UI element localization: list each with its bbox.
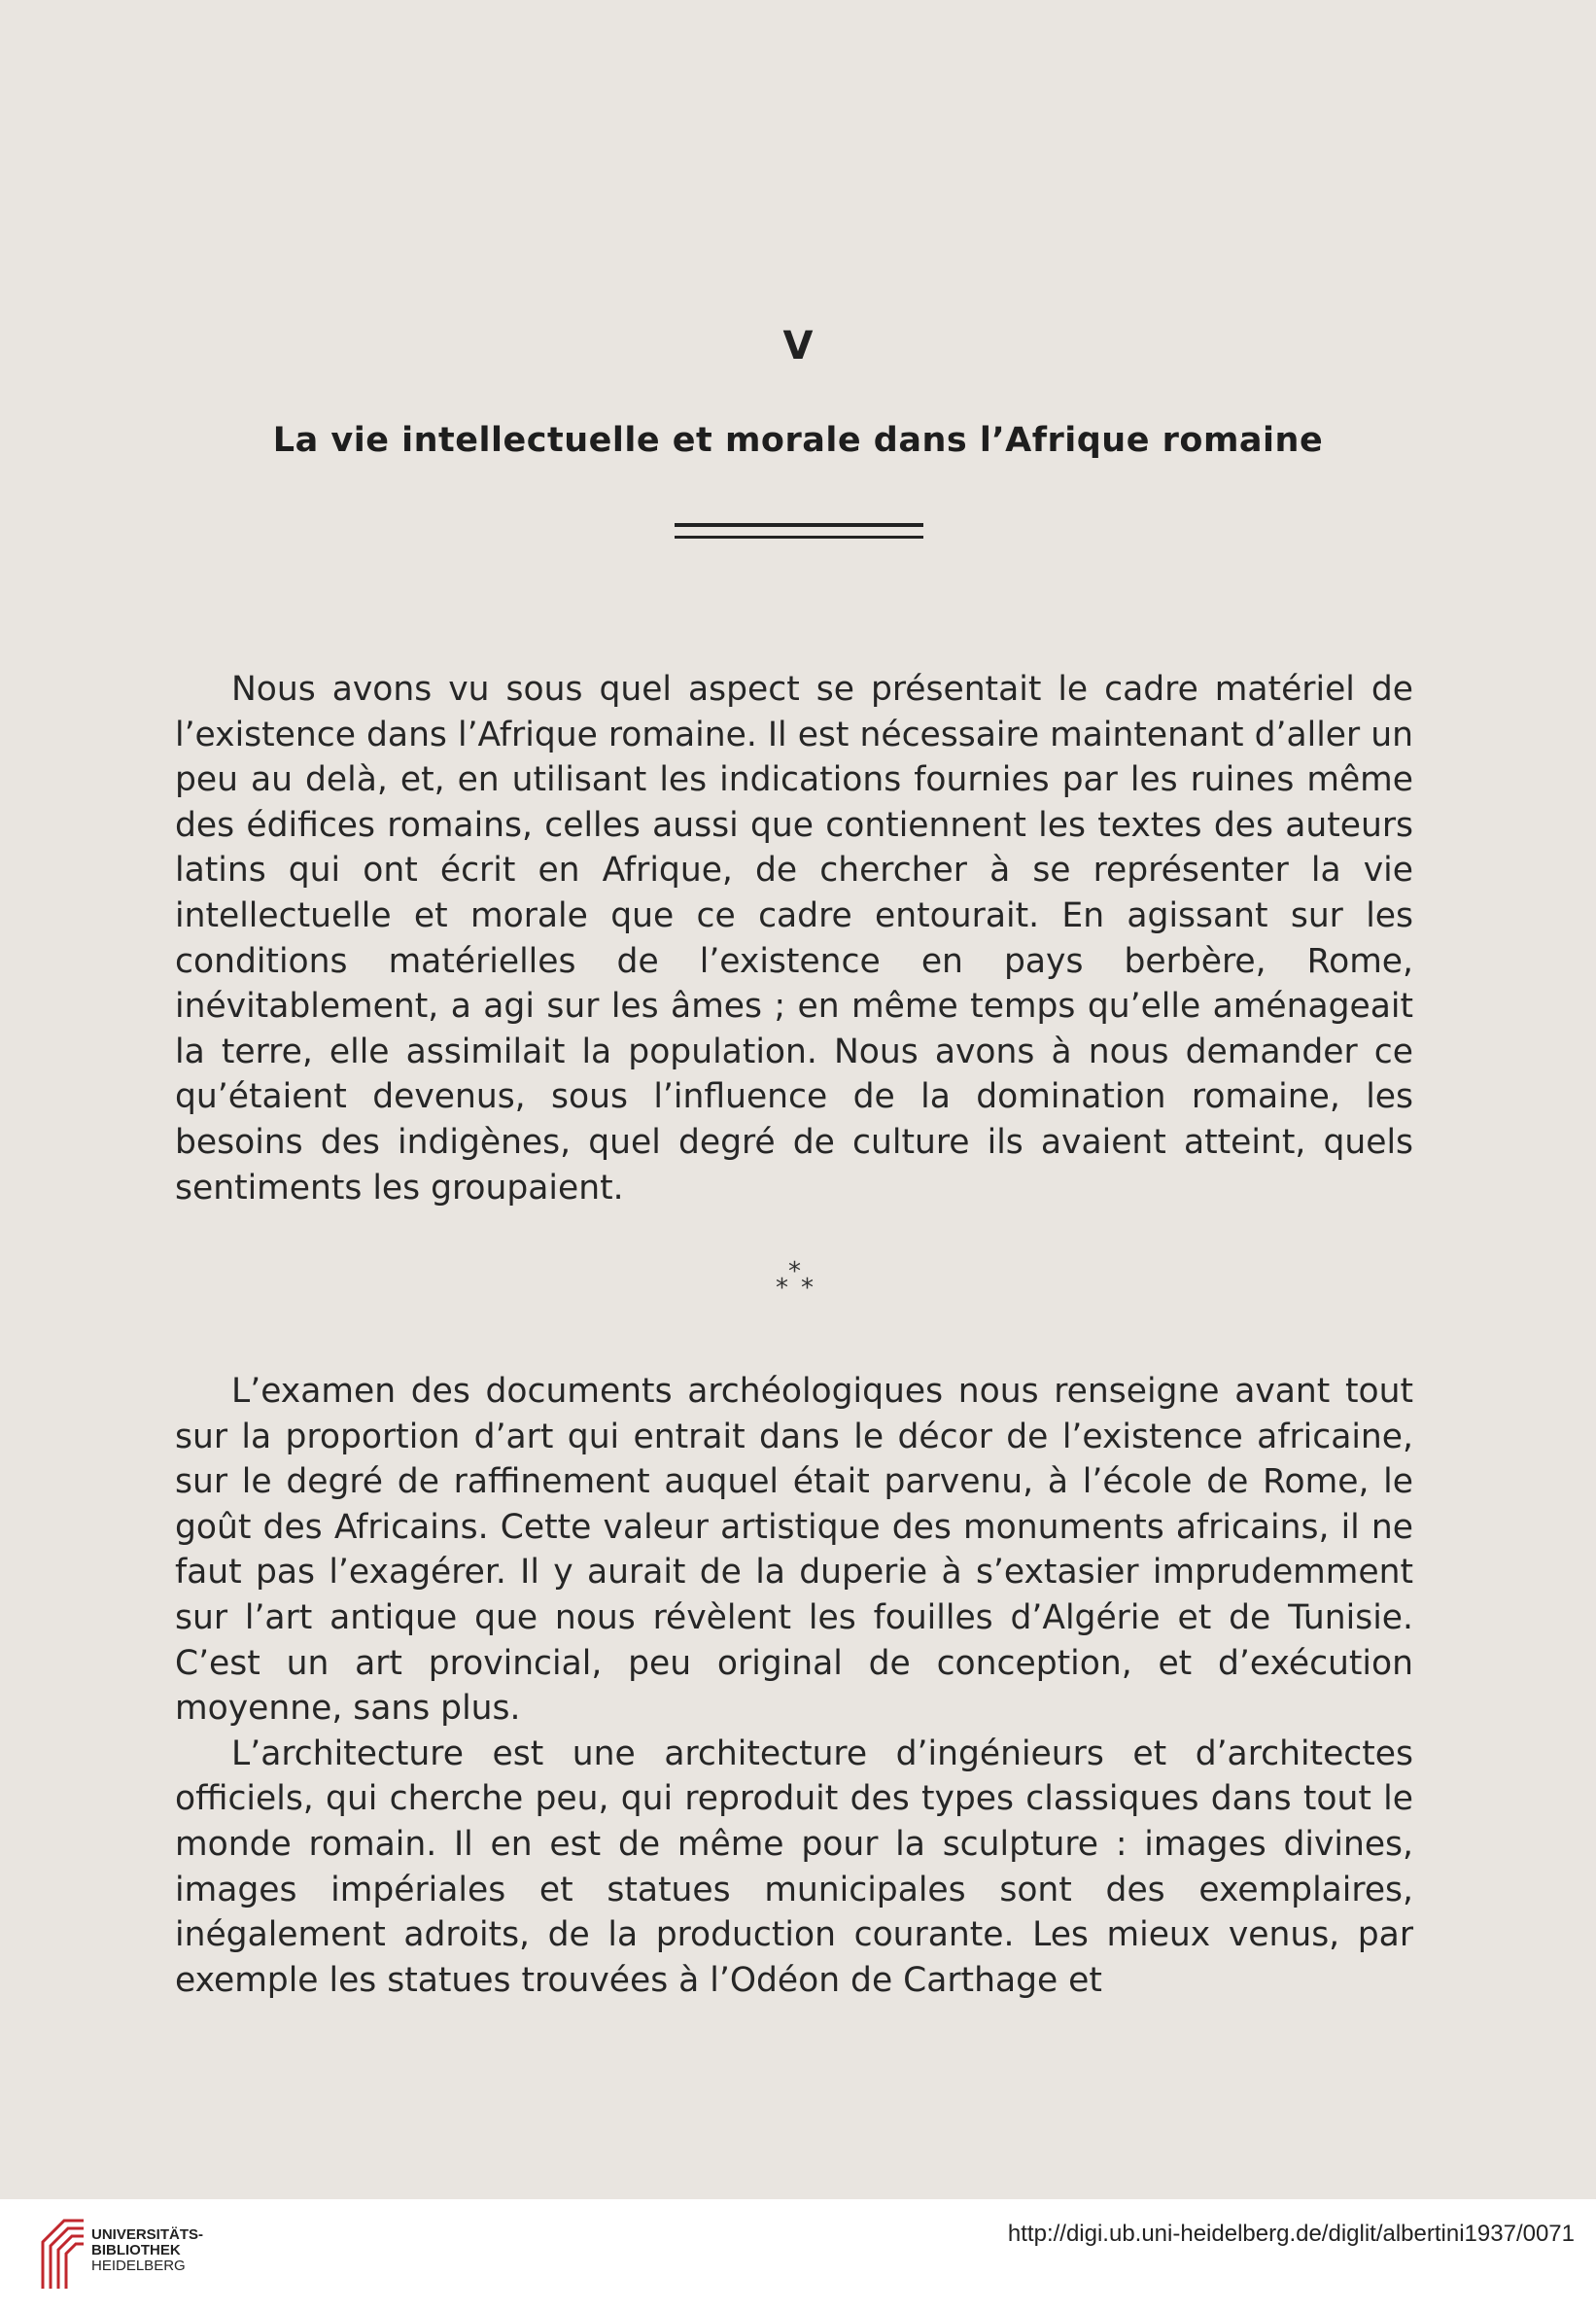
- text-block-1: [175, 667, 1413, 1210]
- logo-line: BIBLIOTHEK: [91, 2242, 181, 2258]
- section-separator-asterism: [768, 1259, 826, 1304]
- chapter-number: V: [782, 324, 814, 368]
- title-rule-bottom: [675, 536, 923, 539]
- library-logo-icon: [39, 2213, 87, 2291]
- library-logo-text: [91, 2227, 203, 2274]
- chapter-title: La vie intellectuelle et morale dans l’Afrique romaine: [272, 421, 1324, 460]
- logo-line: HEIDELBERG: [91, 2258, 186, 2274]
- paragraph: L’architecture est une architecture d’ingénieurs et d’architectes officiels, qui cherche peu, qui reproduit des types classiques dans tout le monde romain. Il en est de même pour la sculpture : images divines, images impériales et statues municipales sont des exemplaires, inégalement adroits, de la production courante. Les mieux venus, par exemple les statues trouvées à l’Odéon de Carthage et: [175, 1733, 1413, 2000]
- asterisk-glyph: *: [776, 1274, 788, 1303]
- title-rule-top: [675, 523, 923, 527]
- paragraph: Nous avons vu sous quel aspect se présentait le cadre matériel de l’existence dans l’Afrique romaine. Il est nécessaire maintenant d’aller un peu au delà, et, en utilisant les indications fournies par les ruines même des édifices romains, celles aussi que contiennent les textes des auteurs latins qui ont écrit en Afrique, de chercher à se représenter la vie intellectuelle et morale que ce cadre entourait. En agissant sur les conditions matérielles de l’existence en pays berbère, Rome, inévitablement, a agi sur les âmes ; en même temps qu’elle aménageait la terre, elle assimilait la population. Nous avons à nous demander ce qu’étaient devenus, sous l’influence de la domination romaine, les besoins des indigènes, quel degré de culture ils avaient atteint, quels sentiments les groupaient.: [175, 670, 1413, 1208]
- paragraph: L’examen des documents archéologiques nous renseigne avant tout sur la proportion d’art qui entrait dans le décor de l’existence africaine, sur le degré de raffinement auquel était parvenu, à l’école de Rome, le goût des Africains. Cette valeur artistique des monuments africains, il ne faut pas l’exagérer. Il y aurait de la duperie à s’extasier imprudemment sur l’art antique que nous révèlent les fouilles d’Algérie et de Tunisie. C’est un art provincial, peu original de conception, et d’exécution moyenne, sans plus.: [175, 1372, 1413, 1729]
- footer-bar: [0, 2199, 1596, 2311]
- text-block-2: [175, 1369, 1413, 2003]
- logo-line: UNIVERSITÄTS-: [91, 2226, 204, 2243]
- source-url-link[interactable]: http://digi.ub.uni-heidelberg.de/diglit/albertini1937/0071: [1007, 2221, 1575, 2247]
- asterisk-glyph: *: [788, 1257, 801, 1286]
- asterisk-glyph: *: [801, 1274, 814, 1303]
